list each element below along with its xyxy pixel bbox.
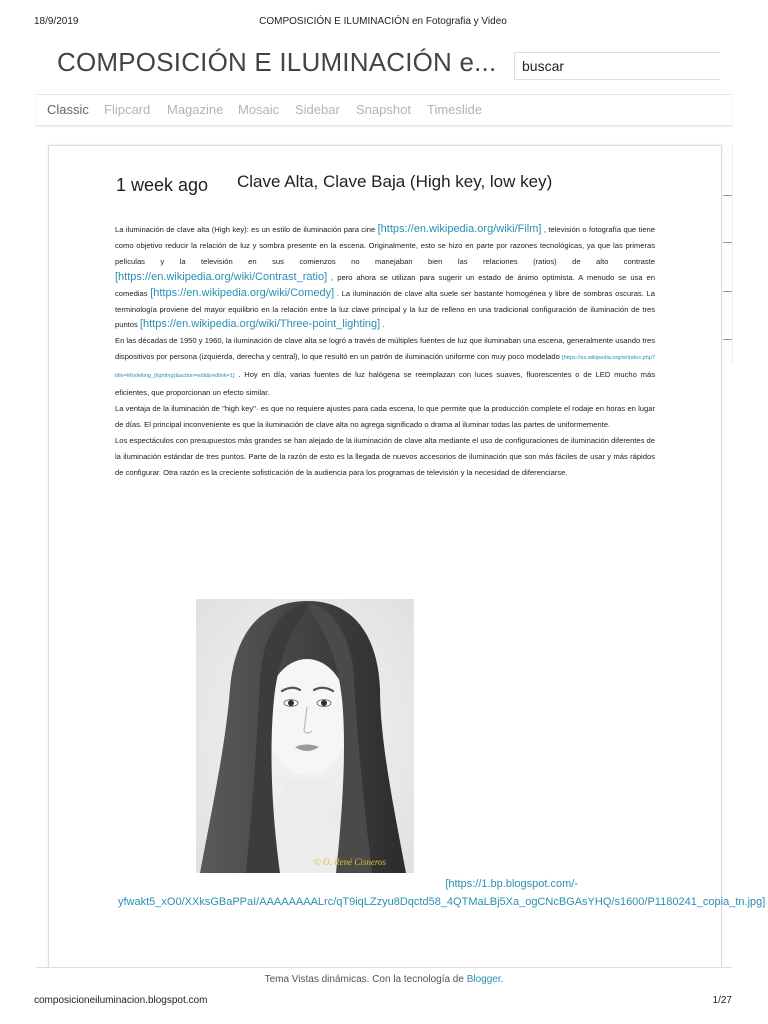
- image-caption-link[interactable]: [118, 876, 766, 911]
- view-tab-mosaic[interactable]: Mosaic: [238, 102, 280, 117]
- post-text: . La iluminación de clave alta suele ser bastante homogénea y libre de sombras oscuras. La terminología proviene del mayor equilibrio en la relación entre la luz clave principal y la luz de relleno en una tradicional configuración de iluminación de tres puntos: [115, 288, 655, 330]
- blog-title[interactable]: COMPOSICIÓN E ILUMINACIÓN e...: [57, 47, 497, 77]
- attribution-label: Tema Vistas dinámicas. Con la tecnología de: [264, 974, 467, 985]
- attribution-text: [36, 974, 732, 985]
- post-title[interactable]: Clave Alta, Clave Baja (High key, low key): [237, 172, 553, 191]
- view-tab-flipcard[interactable]: Flipcard: [104, 102, 151, 117]
- post-text: , pero ahora se utilizan para sugerir un estado de ánimo optimista. A menudo se usa en comedias: [115, 272, 655, 298]
- search-input[interactable]: [515, 54, 712, 78]
- post-text: . Hoy en día, varias fuentes de luz halógena se reemplazan con luces suaves, fluorescentes o de LED mucho más eficientes, que proporcionan un efecto similar.: [115, 370, 655, 398]
- print-date: 18/9/2019: [34, 16, 79, 27]
- side-tick: [723, 339, 732, 340]
- print-page-number: 1/27: [712, 995, 732, 1006]
- wiki-link-modelling[interactable]: [https://es.wikipedia.org/w/index.php?title=Modelling_(lighting)&action=edit&redlink=1]: [115, 355, 655, 380]
- side-divider: [732, 145, 733, 365]
- post-paragraph: [115, 333, 655, 401]
- views-bar: [36, 94, 732, 126]
- post-paragraph: Los espectáculos con presupuestos más grandes se han alejado de la iluminación de clave alta mediante el uso de configuraciones de iluminación diferentes de la iluminación estándar de tres puntos. Parte de la razón de esto es la llegada de nuevos accesorios de iluminación que son más fáciles de usar y más rápidos de configurar. Otra razón es la creciente sofisticación de la audiencia para los programas de televisión y la necesidad de diferenciarse.: [115, 435, 655, 477]
- wiki-link-three-point-lighting[interactable]: [https://en.wikipedia.org/wiki/Three-point_lighting]: [139, 318, 381, 331]
- view-tab-sidebar[interactable]: Sidebar: [295, 102, 340, 117]
- wiki-link-comedy[interactable]: [https://en.wikipedia.org/wiki/Comedy]: [150, 286, 335, 299]
- post-text: .: [380, 320, 385, 330]
- blogger-link[interactable]: Blogger: [466, 974, 501, 985]
- side-tick: [723, 195, 732, 196]
- post-date: 1 week ago: [116, 175, 209, 195]
- post-image[interactable]: [196, 599, 414, 873]
- post-text: , televisión o fotografía que tiene como objetivo reducir la relación de luz y sombra presente en la escena. Originalmente, esto se hizo en parte por razones tecnológicas, ya que las primeras películas y la televisión en sus comienzos no manejaban bien las relaciones (ratios) de alto contraste: [115, 225, 655, 266]
- search-box[interactable]: [514, 52, 720, 80]
- view-tab-snapshot[interactable]: Snapshot: [356, 102, 411, 117]
- wiki-link-contrast-ratio[interactable]: [https://en.wikipedia.org/wiki/Contrast_ratio]: [115, 270, 328, 283]
- print-title: COMPOSICIÓN E ILUMINACIÓN en Fotografia y Video: [259, 16, 507, 27]
- post-paragraph: [115, 222, 655, 333]
- attribution-end: .: [500, 974, 504, 985]
- view-tab-magazine[interactable]: Magazine: [167, 102, 224, 117]
- view-tab-classic[interactable]: Classic: [47, 102, 89, 117]
- print-url: composicioneiluminacion.blogspot.com: [34, 995, 208, 1006]
- image-watermark: © O. René Cisneros: [314, 857, 386, 867]
- post-text: En las décadas de 1950 y 1960, la iluminación de clave alta se logró a través de múltiples fuentes de luz que iluminaban una escena, generalmente usando tres dispositivos por persona (izquierda, derecha y central), lo que resultó en un patrón de iluminación uniforme con muy poco modelado: [115, 336, 655, 362]
- post-body: [115, 222, 655, 481]
- image-caption-line[interactable]: [https://1.bp.blogspot.com/-: [445, 878, 578, 890]
- post-paragraph: La ventaja de la iluminación de "high key"· es que no requiere ajustes para cada escena, lo que permite que la producción complete el rodaje en horas en lugar de días. El principal inconveniente es que la iluminación de clave alta no agrega significado o drama al iluminar todas las partes de uniformemente.: [115, 403, 655, 429]
- side-tick: [723, 242, 732, 243]
- post-text: La iluminación de clave alta (High key): es un estilo de iluminación para cine: [115, 225, 378, 234]
- side-tick: [723, 291, 732, 292]
- view-tab-timeslide[interactable]: Timeslide: [427, 102, 483, 117]
- image-caption-line[interactable]: yfwakt5_xO0/XXksGBaPPaI/AAAAAAAALrc/qT9iqLZzyu8Dqctd58_4QTMaLBj5Xa_ogCNcBGAsYHQ/s1600/P1180241_copia_tn.jpg]: [118, 895, 766, 908]
- attribution-bar: [36, 967, 732, 992]
- wiki-link-film[interactable]: [https://en.wikipedia.org/wiki/Film]: [377, 223, 542, 235]
